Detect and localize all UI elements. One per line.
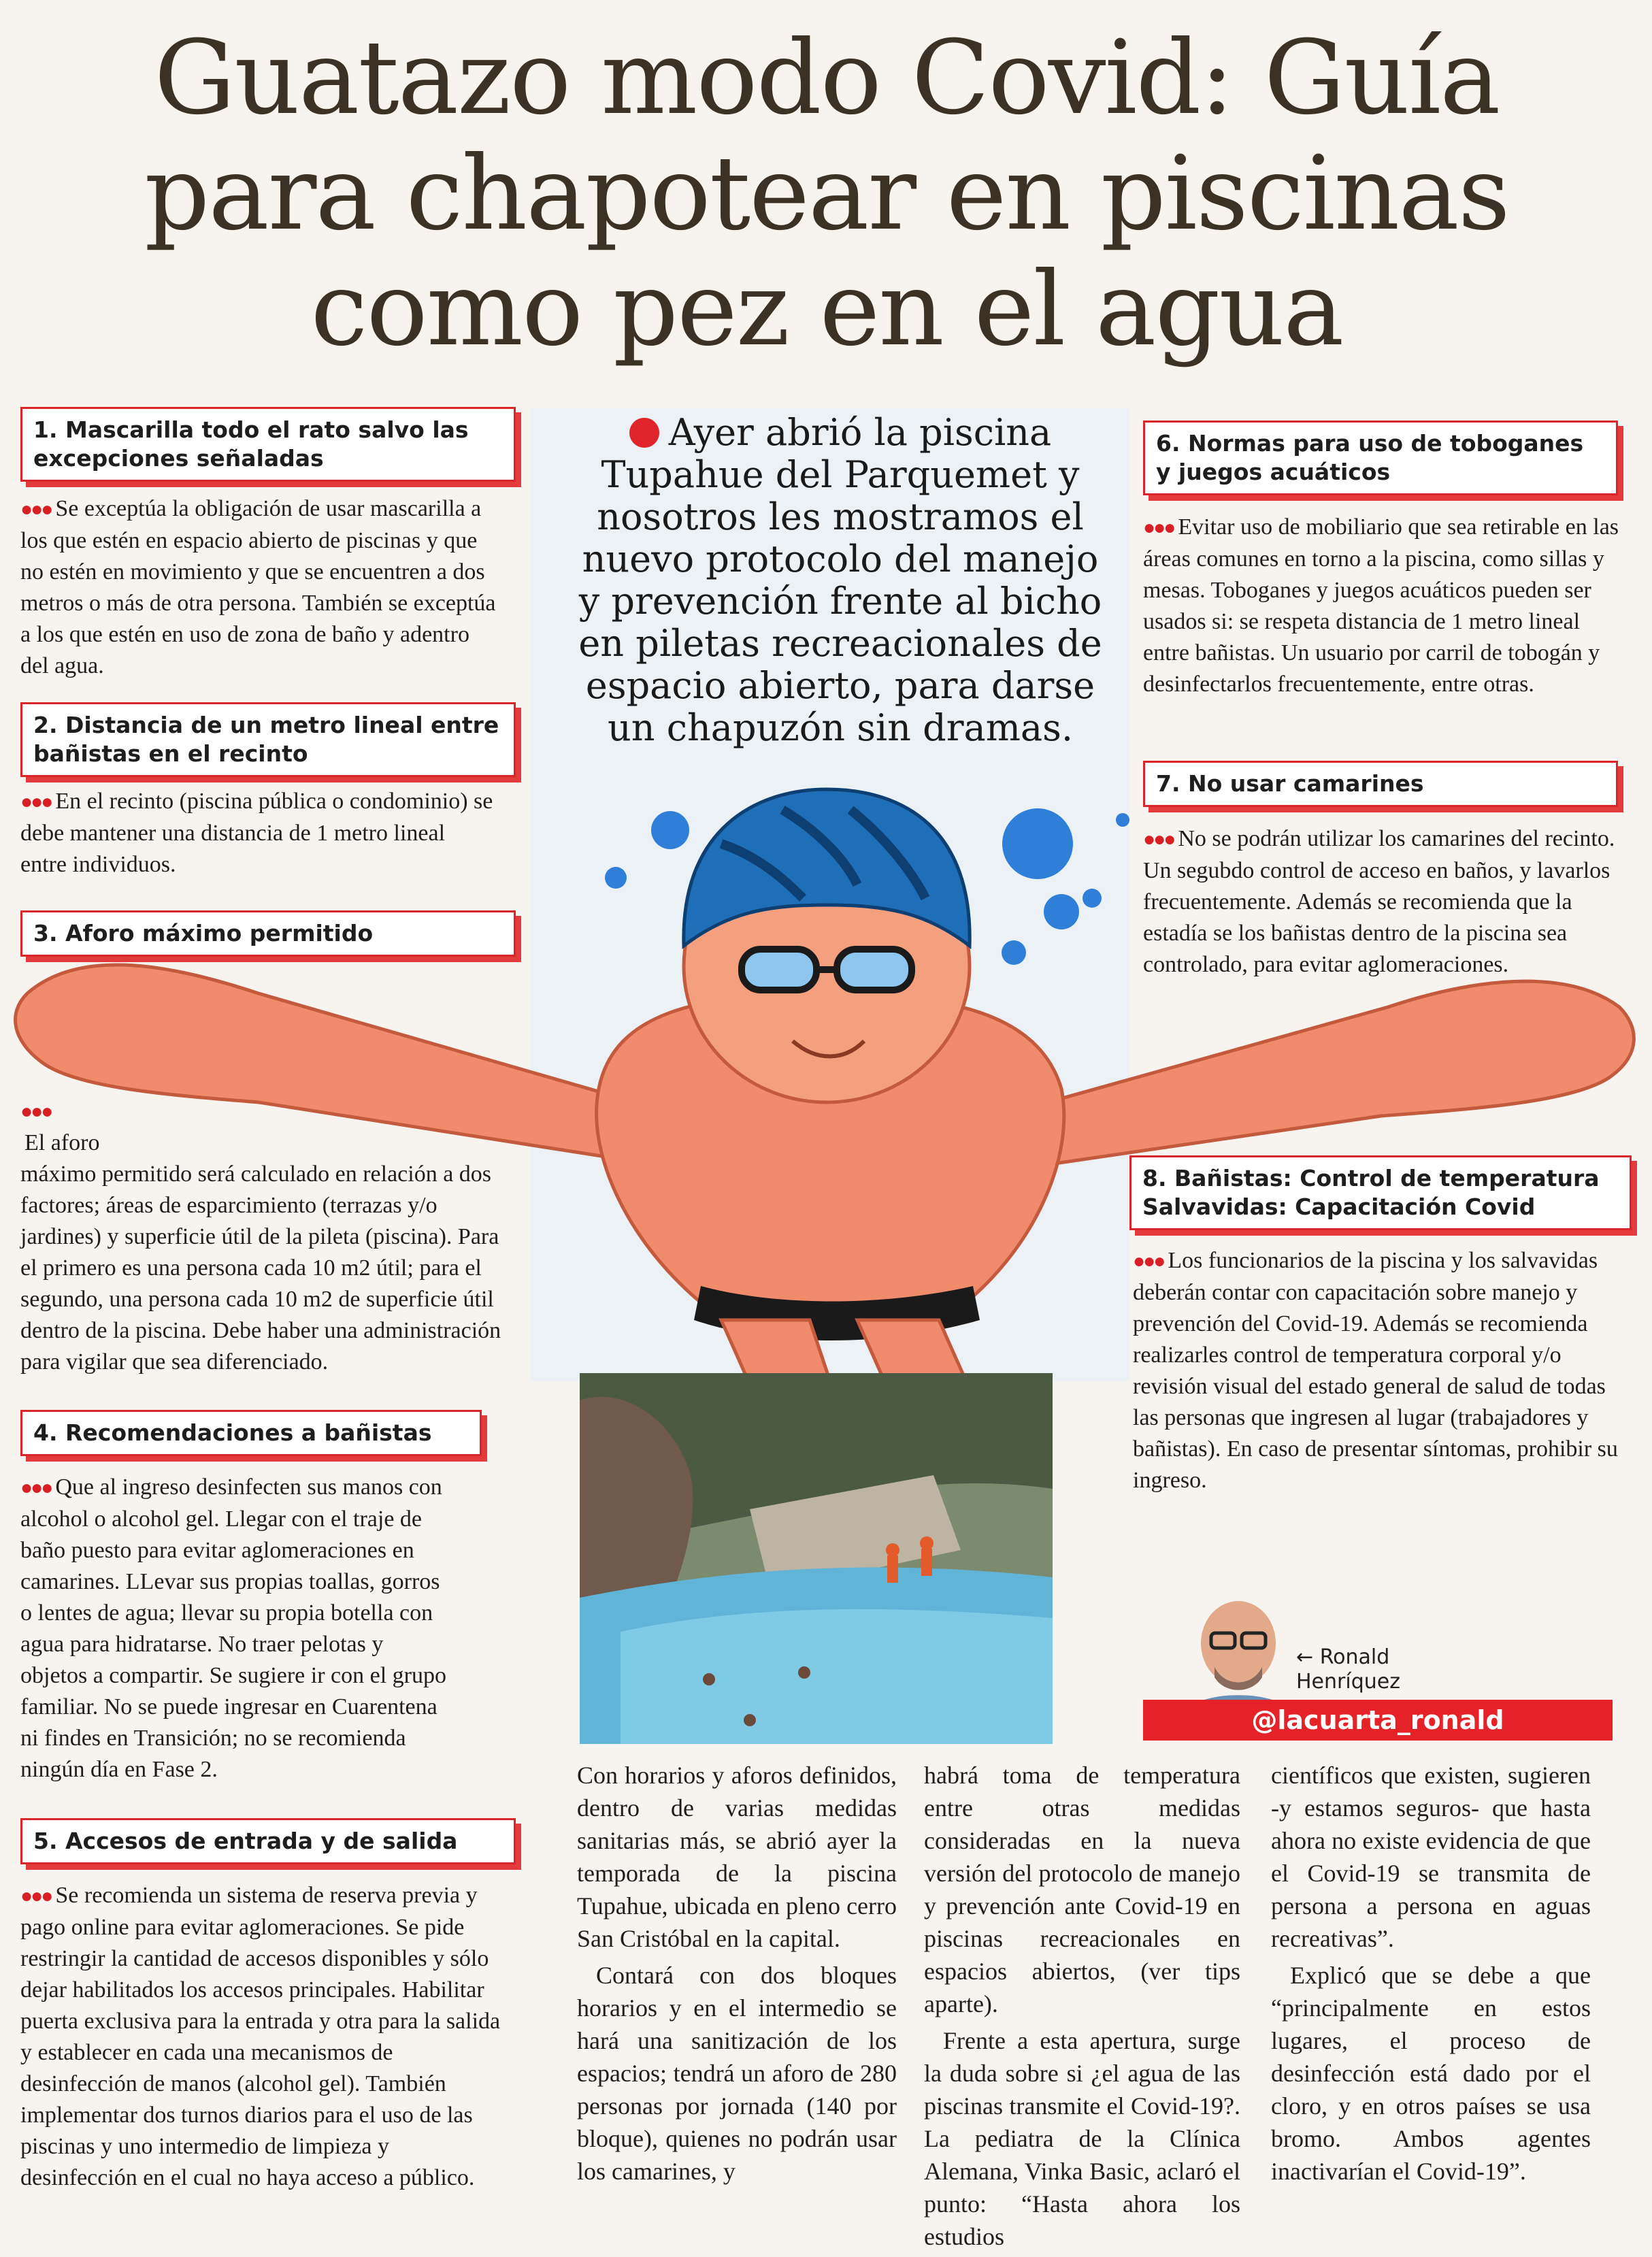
article-paragraph: Con horarios y aforos definidos, dentro de varias medidas sanitarias más, se abrió ayer la temporada de la piscina Tupahue, ubicada en pleno cerro San Cristóbal en la capital. [577,1762,897,1952]
tip-1-title [20,407,516,482]
tip-5-body-text: Se recomienda un sistema de reserva previa y pago online para evitar aglomeraciones. Se pide restringir la cantidad de accesos disponibles y sólo dejar habilitados los accesos principales. Habilitar puerta exclusiva para la entrada y otra para la salida y establecer en cada una mecanismos de desinfección de manos (alcohol gel). También implementar dos turnos diarios para el uso de las piscinas y uno intermedio de limpieza y desinfección en el cual no haya acceso a público. [20,1883,501,2190]
tip-8-body [1133,1245,1619,1496]
article-paragraph: científicos que existen, sugieren -y estamos seguros- que hasta ahora no existe evidencia de que el Covid-19 se transmita de persona a persona en aguas recreativas”. [1271,1762,1591,1952]
bullet-icon: ●●● [20,791,52,813]
tip-3-title [20,910,516,957]
tip-1-body-text: Se exceptúa la obligación de usar mascarilla a los que estén en espacio abierto de piscinas y que no estén en movimiento y que se encuentren a dos metros o más de otra persona. También se exceptúa a los que estén en uso de zona de baño y adentro del agua. [20,496,496,678]
tip-5-body [20,1880,510,2194]
headline-line-1: Guatazo modo Covid: Guía [154,19,1500,137]
author-name [1296,1645,1400,1694]
tip-8-title-text: 8. Bañistas: Control de temperatura Salvavidas: Capacitación Covid [1142,1165,1600,1220]
tip-2-body [20,786,497,880]
tip-6-title [1143,421,1618,495]
author-handle: @lacuarta_ronald [1143,1700,1613,1741]
author-last-name: Henríquez [1296,1670,1400,1694]
tip-1-title-text: 1. Mascarilla todo el rato salvo las excepciones señaladas [33,416,469,472]
tip-1-body [20,493,497,682]
article-column-1 [577,1759,897,2192]
tip-4-body-text: Que al ingreso desinfecten sus manos con alcohol o alcohol gel. Llegar con el traje de baño puesto para evitar aglomeraciones en camarines. LLevar sus propias toallas, gorros o lentes de agua; llevar su propia botella con agua para hidratarse. No traer pelotas y objetos a compartir. Se sugiere ir con el grupo familiar. No se puede ingresar en Cuarentena ni findes en Transición; no se recomienda ningún día en Fase 2. [20,1475,446,1782]
tip-8-title [1129,1155,1632,1230]
article-paragraph: Contará con dos bloques horarios y en el intermedio se hará una sanitización de los espacios; tendrá un aforo de 280 personas por jornada (140 por bloque), quienes no podrán usar los camarines, y [577,1962,897,2185]
tip-6-body-text: Evitar uso de mobiliario que sea retirable en las áreas comunes en torno a la piscina, como sillas y mesas. Toboganes y juegos acuáticos pueden ser usados si: se respeta distancia de 1 metro lineal entre bañistas. Un usuario por carril de tobogán y desinfectarlos frecuentemente, entre otras. [1143,514,1619,697]
bullet-icon: ●●● [1143,516,1174,539]
tip-4-body [20,1472,456,1785]
lede [578,412,1102,749]
bullet-icon: ●●● [20,1477,52,1499]
tip-3-body [20,1095,510,1378]
tip-4-title-text: 4. Recomendaciones a bañistas [33,1419,432,1446]
article-column-3 [1271,1759,1591,2192]
tip-3-body-text: máximo permitido será calculado en relación a dos factores; áreas de esparcimiento (terrazas y/o jardines) y superficie útil de la pileta (piscina). Para el primero es una persona cada 10 m2 útil; para el segundo, una persona cada 10 m2 de superficie útil dentro de la piscina. Debe haber una administración para vigilar que sea diferenciado. [20,1162,501,1374]
bullet-icon: ●●● [1133,1250,1164,1272]
tip-6-title-text: 6. Normas para uso de toboganes y juegos acuáticos [1156,430,1584,485]
tip-7-body-text: No se podrán utilizar los camarines del recinto. Un segubdo control de acceso en baños, y lavarlos frecuentemente. Además se recomienda que la estadía se los bañistas dentro de la piscina sea controlado, para evitar aglomeraciones. [1143,826,1615,977]
tip-7-body [1143,823,1626,981]
bullet-icon: ●●● [20,1100,52,1123]
tip-2-body-text: En el recinto (piscina pública o condominio) se debe mantener una distancia de 1 metro lineal entre individuos. [20,789,493,877]
bullet-icon: ●●● [20,498,52,521]
tip-6-body [1143,512,1619,700]
author-photo [1184,1592,1293,1708]
tip-4-title [20,1410,482,1456]
tip-2-title [20,702,516,777]
tip-5-title-text: 5. Accesos de entrada y de salida [33,1828,458,1854]
lede-text: Ayer abrió la piscina Tupahue del Parquemet y nosotros les mostramos el nuevo protocolo del manejo y prevención frente al bicho en piletas recreacionales de espacio abierto, para darse un chapuzón sin dramas. [578,411,1102,749]
tip-8-body-text: Los funcionarios de la piscina y los salvavidas deberán contar con capacitación sobre manejo y prevención del Covid-19. Además se recomienda realizarles control de temperatura corporal y/o revisión visual del estado general de salud de todas las personas que ingresen al lugar (trabajadores y bañistas). En caso de presentar síntomas, prohibir su ingreso. [1133,1248,1618,1493]
headline-line-3: como pez en el agua [310,250,1343,369]
pool-photo [580,1373,1053,1744]
article-paragraph: Frente a esta apertura, surge la duda sobre si ¿el agua de las piscinas transmite el Covid-19?. La pediatra de la Clínica Alemana, Vinka Basic, aclaró el punto: “Hasta ahora los estudios [924,2027,1240,2250]
article-paragraph: habrá toma de temperatura entre otras medidas consideradas en la nueva versión del protocolo de manejo y prevención ante Covid-19 en piscinas recreacionales en espacios abiertos, (ver tips aparte). [924,1762,1240,2017]
headline-line-2: para chapotear en piscinas [144,135,1509,253]
tip-2-title-text: 2. Distancia de un metro lineal entre bañistas en el recinto [33,712,499,767]
bullet-icon: ●●● [20,1885,52,1907]
red-dot-icon [629,418,659,448]
article-paragraph: Explicó que se debe a que “principalmente en estos lugares, el proceso de desinfección está dado por el cloro, y en otros países se usa bromo. Ambos agentes inactivarían el Covid-19”. [1271,1962,1591,2185]
arrow-left-icon: ← [1296,1645,1314,1669]
author-first-name: Ronald [1319,1645,1390,1669]
tip-7-title-text: 7. No usar camarines [1156,770,1424,797]
article-column-2 [924,1759,1240,2257]
tip-5-title [20,1818,516,1864]
headline [41,20,1613,367]
tip-7-title [1143,761,1618,807]
tip-3-title-text: 3. Aforo máximo permitido [33,920,374,946]
bullet-icon: ●●● [1143,828,1174,851]
tip-3-body-lead: El aforo [24,1130,100,1155]
